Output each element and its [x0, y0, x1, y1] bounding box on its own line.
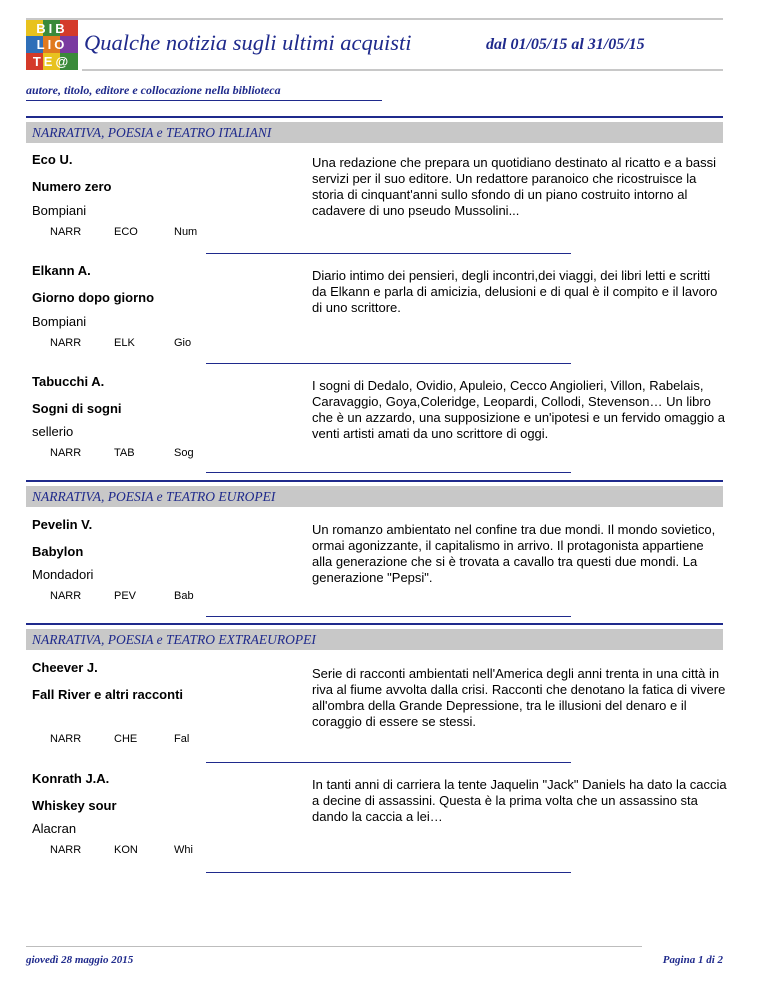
- footer-date: giovedì 28 maggio 2015: [26, 954, 134, 966]
- shelf-section: NARR: [50, 447, 82, 459]
- book-author: Cheever J.: [32, 660, 98, 675]
- logo-line-1: BIB: [36, 21, 68, 36]
- entry-separator: [206, 762, 571, 763]
- book-title: Sogni di sogni: [32, 401, 122, 416]
- shelf-author-code: ELK: [114, 337, 135, 349]
- book-title: Fall River e altri racconti: [32, 687, 184, 702]
- shelf-author-code: CHE: [114, 733, 138, 745]
- entry-separator: [206, 616, 571, 617]
- shelf-section: NARR: [50, 337, 82, 349]
- book-publisher: Bompiani: [32, 314, 87, 329]
- shelf-section: NARR: [50, 226, 82, 238]
- book-title: Numero zero: [32, 179, 112, 194]
- book-title: Babylon: [32, 544, 84, 559]
- entry-separator: [206, 253, 571, 254]
- page-subtitle: autore, titolo, editore e collocazione nella biblioteca: [26, 83, 281, 97]
- book-publisher: Bompiani: [32, 203, 87, 218]
- shelf-author-code: PEV: [114, 590, 137, 602]
- book-description: Un romanzo ambientato nel confine tra due mondi. Il mondo sovietico, ormai agonizzante, il capitalismo in arrivo. Il protagonista appartiene alla generazione che si è trovata a cavallo tra questi due mondi. La generazione "Pepsi".: [312, 522, 716, 585]
- shelf-title-code: Gio: [174, 337, 192, 349]
- book-author: Eco U.: [32, 152, 73, 167]
- book-author: Pevelin V.: [32, 517, 93, 532]
- shelf-section: NARR: [50, 844, 82, 856]
- book-title: Giorno dopo giorno: [32, 290, 155, 305]
- book-author: Elkann A.: [32, 263, 91, 278]
- header-rule: [82, 69, 723, 71]
- shelf-title-code: Fal: [174, 733, 190, 745]
- shelf-section: NARR: [50, 590, 82, 602]
- book-author: Konrath J.A.: [32, 771, 110, 786]
- shelf-author-code: KON: [114, 844, 138, 856]
- shelf-title-code: Sog: [174, 447, 194, 459]
- book-description: Serie di racconti ambientati nell'America degli anni trenta in una città in riva al fiume avvolta dalla crisi. Racconti che denotano la fatica di vivere all'ombra della Grande Depressione, tra le illusioni del denaro e il coraggio di essere se stessi.: [312, 666, 726, 729]
- shelf-section: NARR: [50, 733, 82, 745]
- section-rule: [26, 116, 723, 118]
- section-title: NARRATIVA, POESIA e TEATRO EXTRAEUROPEI: [32, 632, 316, 647]
- shelf-title-code: Num: [174, 226, 198, 238]
- section-title: NARRATIVA, POESIA e TEATRO EUROPEI: [32, 489, 276, 504]
- date-range: dal 01/05/15 al 31/05/15: [486, 36, 645, 53]
- book-description: Diario intimo dei pensieri, degli incontri,dei viaggi, dei libri letti e scritti da Elkann e parla di amicizia, delusioni e di qual è il compito e il lavoro di uno scrittore.: [312, 268, 718, 315]
- subtitle-underline: [26, 100, 382, 101]
- page-number: Pagina 1 di 2: [662, 954, 723, 966]
- entry-separator: [206, 872, 571, 873]
- logo-line-2: LIO: [36, 37, 68, 52]
- shelf-author-code: ECO: [114, 226, 138, 238]
- shelf-author-code: TAB: [114, 447, 135, 459]
- book-publisher: Mondadori: [32, 567, 94, 582]
- book-description: In tanti anni di carriera la tente Jaquelin "Jack" Daniels ha dato la caccia a decine di assassini. Questa è la prima volta che un assassino sta dando la caccia a lei…: [312, 777, 727, 824]
- book-publisher: sellerio: [32, 424, 74, 439]
- top-rule: [26, 18, 723, 20]
- shelf-title-code: Bab: [174, 590, 194, 602]
- entry-separator: [206, 472, 571, 473]
- book-publisher: Alacran: [32, 821, 77, 836]
- book-author: Tabucchi A.: [32, 374, 105, 389]
- book-description: I sogni di Dedalo, Ovidio, Apuleio, Cecco Angiolieri, Villon, Rabelais, Caravaggio, Goya,Coleridge, Leopardi, Collodi, Stevenson… Un libro che è un azzardo, una supposizione e un'ipotesi e un fervido omaggio a venti artisti amati da uno scrittore di oggi.: [312, 378, 725, 441]
- shelf-title-code: Whi: [174, 844, 193, 856]
- logo-line-3: TE@: [32, 54, 72, 69]
- section-rule: [26, 623, 723, 625]
- page-title: Qualche notizia sugli ultimi acquisti: [84, 30, 412, 55]
- section-title: NARRATIVA, POESIA e TEATRO ITALIANI: [32, 125, 272, 140]
- library-logo: [26, 20, 78, 70]
- section-rule: [26, 480, 723, 482]
- footer-rule: [26, 946, 642, 947]
- book-description: Una redazione che prepara un quotidiano destinato al ricatto e a bassi servizi per il suo editore. Un redattore paranoico che ricostruisce la storia di cinquant'anni sullo sfondo di un piano costruito intorno al cadavere di uno pseudo Mussolini...: [312, 155, 716, 218]
- book-title: Whiskey sour: [32, 798, 117, 813]
- entry-separator: [206, 363, 571, 364]
